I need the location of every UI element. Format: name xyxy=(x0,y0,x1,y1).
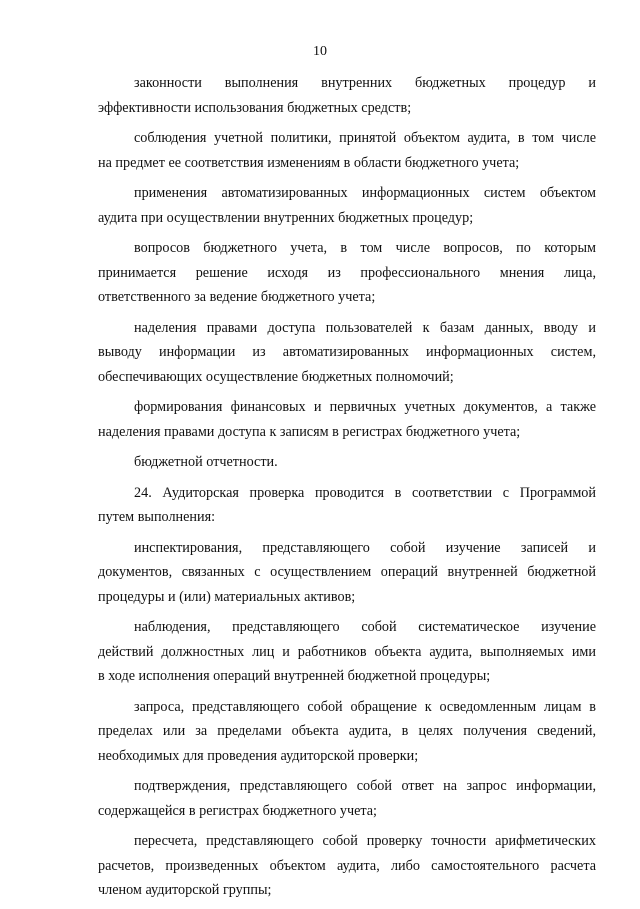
text-line: аудита при осуществлении внутренних бюджетных процедур; xyxy=(98,209,474,226)
paragraph xyxy=(98,536,596,610)
text-line: выводу информации из автоматизированных информационных систем, xyxy=(98,344,596,360)
document-body xyxy=(98,71,596,909)
paragraph xyxy=(98,829,596,903)
text-line: членом аудиторской группы; xyxy=(98,882,272,898)
text-line: 24. Аудиторская проверка проводится в соответствии с Программой xyxy=(134,484,596,501)
text-line: в ходе исполнения операций внутренней бюджетной процедуры; xyxy=(98,668,491,684)
paragraph xyxy=(98,395,596,444)
paragraph xyxy=(98,695,596,769)
text-line: содержащейся в регистрах бюджетного учета; xyxy=(98,802,377,819)
paragraph xyxy=(98,481,596,530)
text-line: применения автоматизированных информационных систем объектом xyxy=(134,185,596,201)
text-line: наблюдения, представляющего собой систематическое изучение xyxy=(134,619,596,635)
text-line: расчетов, произведенных объектом аудита, либо самостоятельного расчета xyxy=(98,857,596,874)
text-line: соблюдения учетной политики, принятой объектом аудита, в том числе xyxy=(134,130,596,146)
text-line: формирования финансовых и первичных учетных документов, а также xyxy=(134,399,596,415)
text-line: необходимых для проведения аудиторской проверки; xyxy=(98,747,419,764)
paragraph xyxy=(98,181,596,230)
text-line: вопросов бюджетного учета, в том числе вопросов, по которым xyxy=(134,240,596,256)
text-line: действий должностных лиц и работников объекта аудита, выполняемых ими xyxy=(98,643,596,660)
text-line: процедуры и (или) материальных активов; xyxy=(98,588,356,605)
paragraph xyxy=(98,316,596,390)
text-line: подтверждения, представляющего собой ответ на запрос информации, xyxy=(134,778,596,794)
text-line: путем выполнения: xyxy=(98,509,216,525)
paragraph xyxy=(98,450,596,475)
paragraph xyxy=(98,615,596,689)
text-line: запроса, представляющего собой обращение к осведомленным лицам в xyxy=(134,698,596,715)
text-line: на предмет ее соответствия изменениям в области бюджетного учета; xyxy=(98,154,520,171)
text-line: наделения правами доступа пользователей к базам данных, вводу и xyxy=(134,319,596,336)
text-line: инспектирования, представляющего собой изучение записей и xyxy=(134,539,596,556)
text-line: пределах или за пределами объекта аудита, в целях получения сведений, xyxy=(98,723,596,739)
text-line: законности выполнения внутренних бюджетных процедур и xyxy=(134,75,596,91)
text-line: бюджетной отчетности. xyxy=(134,454,278,470)
paragraph xyxy=(98,126,596,175)
text-line: документов, связанных с осуществлением операций внутренней бюджетной xyxy=(98,564,596,580)
text-line: обеспечивающих осуществление бюджетных полномочий; xyxy=(98,368,454,385)
paragraph xyxy=(98,236,596,310)
text-line: пересчета, представляющего собой проверку точности арифметических xyxy=(134,833,596,849)
text-line: принимается решение исходя из профессионального мнения лица, xyxy=(98,264,596,281)
text-line: наделения правами доступа к записям в регистрах бюджетного учета; xyxy=(98,423,521,440)
paragraph xyxy=(98,71,596,120)
paragraph xyxy=(98,774,596,823)
text-line: ответственного за ведение бюджетного учета; xyxy=(98,289,376,305)
text-line: эффективности использования бюджетных средств; xyxy=(98,99,412,116)
page-number: 10 xyxy=(313,44,327,59)
